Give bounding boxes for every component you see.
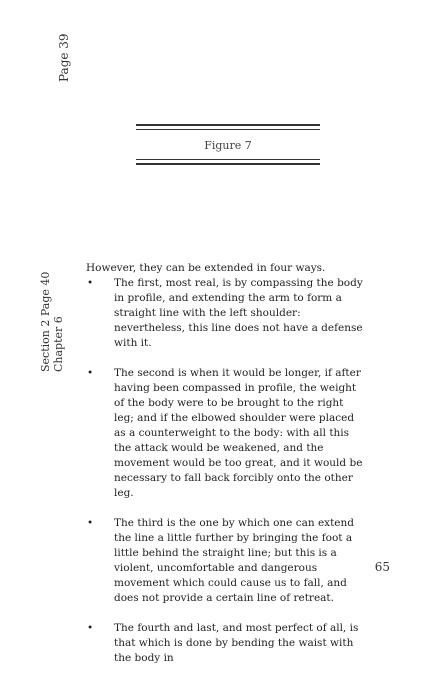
running-page-label: Page 39 — [57, 33, 71, 82]
sidebar-section: Section 2 — [39, 319, 52, 372]
sidebar-section-page — [39, 272, 52, 372]
figure-caption: Figure 7 — [204, 139, 252, 152]
figure-top-rule-2 — [136, 129, 320, 130]
figure-top-rule-1 — [136, 124, 320, 126]
sidebar-page: Page 40 — [39, 271, 52, 317]
sidebar-chapter: Chapter 6 — [52, 316, 65, 372]
figure-bottom-rule-1 — [136, 159, 320, 160]
intro-paragraph: However, they can be extended in four ways. — [86, 262, 326, 274]
list-item: • The second is when it would be longer, if after having been compassed in profile, the weight of the body were to be brought to the right leg; and if the elbowed shoulder were placed as a counterweight to the body: with all this the attack would be weakened, and the movement would be too great, and it would be necessary to fall back forcibly onto the other leg. — [86, 366, 366, 501]
extension-list — [86, 276, 366, 666]
list-item: • The fourth and last, and most perfect of all, is that which is done by bending the waist with the body in — [86, 621, 366, 666]
main-text — [86, 261, 366, 681]
page-number: 65 — [374, 560, 390, 574]
list-item: • The third is the one by which one can extend the line a little further by bringing the foot a little behind the straight line; but this is a violent, uncomfortable and dangerous movement which could cause us to fall, and does not provide a certain line of retreat. — [86, 516, 366, 606]
figure-bottom-rule-2 — [136, 163, 320, 165]
section-sidebar — [39, 272, 65, 372]
list-item: • The first, most real, is by compassing the body in profile, and extending the arm to form a straight line with the left shoulder: nevertheless, this line does not have a defense with it. — [86, 276, 366, 351]
